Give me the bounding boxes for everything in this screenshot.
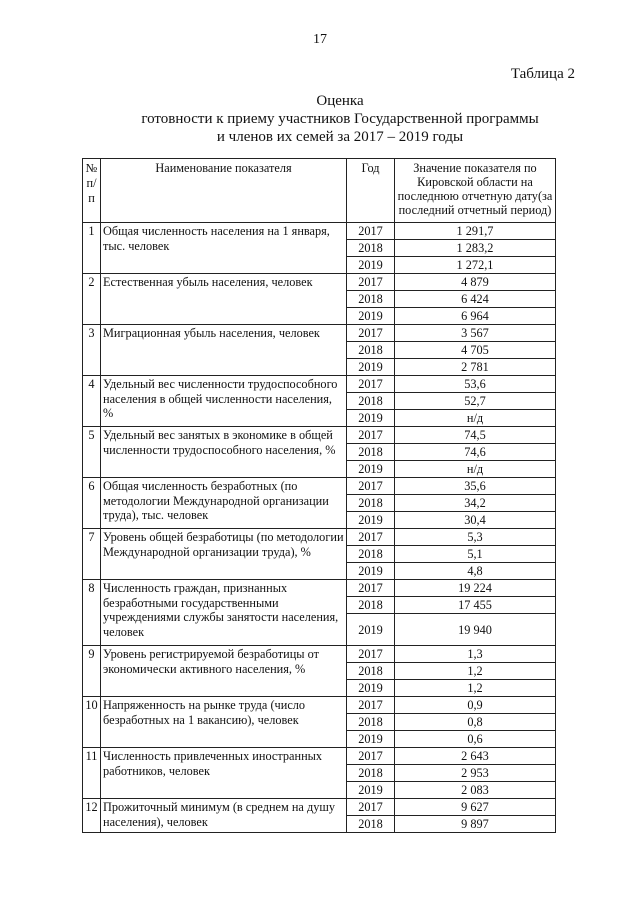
table-row	[83, 580, 556, 597]
value-cell: 1 283,2	[395, 240, 556, 257]
indicator-name: Миграционная убыль населения, человек	[101, 325, 347, 376]
document-title: Оценка	[316, 93, 364, 109]
year-cell: 2019	[347, 257, 395, 274]
year-cell: 2019	[347, 410, 395, 427]
value-cell: 30,4	[395, 512, 556, 529]
table-row	[83, 223, 556, 240]
indicator-name: Удельный вес численности трудоспособного населения в общей численности населения, %	[101, 376, 347, 427]
row-number: 5	[83, 427, 101, 478]
value-cell: н/д	[395, 461, 556, 478]
year-cell: 2017	[347, 646, 395, 663]
year-cell: 2017	[347, 223, 395, 240]
year-cell: 2017	[347, 529, 395, 546]
value-cell: 2 643	[395, 748, 556, 765]
value-cell: 19 940	[395, 614, 556, 646]
value-cell: 19 224	[395, 580, 556, 597]
table-row	[83, 529, 556, 546]
year-cell: 2018	[347, 663, 395, 680]
indicator-name: Естественная убыль населения, человек	[101, 274, 347, 325]
row-number: 3	[83, 325, 101, 376]
value-cell: 1,2	[395, 663, 556, 680]
table-row	[83, 274, 556, 291]
value-cell: 9 897	[395, 816, 556, 833]
header-num: № п/п	[83, 159, 101, 223]
table-row	[83, 427, 556, 444]
value-cell: 4,8	[395, 563, 556, 580]
indicator-name: Напряженность на рынке труда (число безработных на 1 вакансию), человек	[101, 697, 347, 748]
year-cell: 2017	[347, 799, 395, 816]
table-label: Таблица 2	[510, 66, 575, 82]
year-cell: 2019	[347, 731, 395, 748]
year-cell: 2017	[347, 376, 395, 393]
value-cell: 3 567	[395, 325, 556, 342]
row-number: 4	[83, 376, 101, 427]
year-cell: 2018	[347, 714, 395, 731]
row-number: 1	[83, 223, 101, 274]
year-cell: 2019	[347, 359, 395, 376]
indicator-name: Общая численность населения на 1 января, тыс. человек	[101, 223, 347, 274]
header-year: Год	[347, 159, 395, 223]
year-cell: 2017	[347, 580, 395, 597]
value-cell: 1,3	[395, 646, 556, 663]
value-cell: 2 781	[395, 359, 556, 376]
year-cell: 2017	[347, 748, 395, 765]
value-cell: 6 964	[395, 308, 556, 325]
page-number: 17	[313, 32, 327, 47]
indicator-name: Удельный вес занятых в экономике в общей численности трудоспособного населения, %	[101, 427, 347, 478]
value-cell: 74,5	[395, 427, 556, 444]
value-cell: 35,6	[395, 478, 556, 495]
row-number: 2	[83, 274, 101, 325]
value-cell: 4 705	[395, 342, 556, 359]
table-row	[83, 646, 556, 663]
table-row	[83, 478, 556, 495]
value-cell: 34,2	[395, 495, 556, 512]
value-cell: 5,1	[395, 546, 556, 563]
value-cell: н/д	[395, 410, 556, 427]
year-cell: 2018	[347, 240, 395, 257]
year-cell: 2018	[347, 816, 395, 833]
year-cell: 2018	[347, 291, 395, 308]
year-cell: 2018	[347, 393, 395, 410]
year-cell: 2019	[347, 308, 395, 325]
indicator-name: Прожиточный минимум (в среднем на душу населения), человек	[101, 799, 347, 833]
year-cell: 2019	[347, 461, 395, 478]
value-cell: 2 083	[395, 782, 556, 799]
value-cell: 0,9	[395, 697, 556, 714]
year-cell: 2017	[347, 274, 395, 291]
year-cell: 2017	[347, 478, 395, 495]
indicator-name: Общая численность безработных (по методологии Международной организации труда), тыс. человек	[101, 478, 347, 529]
indicators-table	[82, 158, 556, 833]
value-cell: 1,2	[395, 680, 556, 697]
value-cell: 52,7	[395, 393, 556, 410]
indicator-name: Уровень регистрируемой безработицы от экономически активного населения, %	[101, 646, 347, 697]
document-subtitle-line-2: и членов их семей за 2017 – 2019 годы	[216, 129, 464, 145]
value-cell: 1 272,1	[395, 257, 556, 274]
value-cell: 17 455	[395, 597, 556, 614]
year-cell: 2018	[347, 546, 395, 563]
value-cell: 53,6	[395, 376, 556, 393]
year-cell: 2019	[347, 563, 395, 580]
year-cell: 2017	[347, 325, 395, 342]
year-cell: 2018	[347, 495, 395, 512]
row-number: 10	[83, 697, 101, 748]
value-cell: 2 953	[395, 765, 556, 782]
value-cell: 1 291,7	[395, 223, 556, 240]
table-row	[83, 325, 556, 342]
row-number: 7	[83, 529, 101, 580]
year-cell: 2019	[347, 512, 395, 529]
value-cell: 0,6	[395, 731, 556, 748]
indicator-name: Численность привлеченных иностранных работников, человек	[101, 748, 347, 799]
value-cell: 9 627	[395, 799, 556, 816]
header-value: Значение показателя по Кировской области на последнюю отчетную дату(за последний отчетный период)	[395, 159, 556, 223]
indicator-name: Численность граждан, признанных безработными государственными учреждениями службы занятости населения, человек	[101, 580, 347, 646]
value-cell: 6 424	[395, 291, 556, 308]
year-cell: 2019	[347, 614, 395, 646]
value-cell: 4 879	[395, 274, 556, 291]
header-name: Наименование показателя	[101, 159, 347, 223]
table-row	[83, 697, 556, 714]
table-row	[83, 799, 556, 816]
row-number: 12	[83, 799, 101, 833]
year-cell: 2018	[347, 342, 395, 359]
table-header-row	[83, 159, 556, 223]
row-number: 9	[83, 646, 101, 697]
row-number: 8	[83, 580, 101, 646]
year-cell: 2018	[347, 765, 395, 782]
table-row	[83, 748, 556, 765]
table-row	[83, 376, 556, 393]
year-cell: 2018	[347, 444, 395, 461]
value-cell: 74,6	[395, 444, 556, 461]
indicator-name: Уровень общей безработицы (по методологии Международной организации труда), %	[101, 529, 347, 580]
year-cell: 2017	[347, 427, 395, 444]
document-subtitle-line-1: готовности к приему участников Государственной программы	[141, 111, 539, 127]
year-cell: 2019	[347, 782, 395, 799]
year-cell: 2017	[347, 697, 395, 714]
year-cell: 2018	[347, 597, 395, 614]
year-cell: 2019	[347, 680, 395, 697]
row-number: 11	[83, 748, 101, 799]
row-number: 6	[83, 478, 101, 529]
value-cell: 0,8	[395, 714, 556, 731]
value-cell: 5,3	[395, 529, 556, 546]
